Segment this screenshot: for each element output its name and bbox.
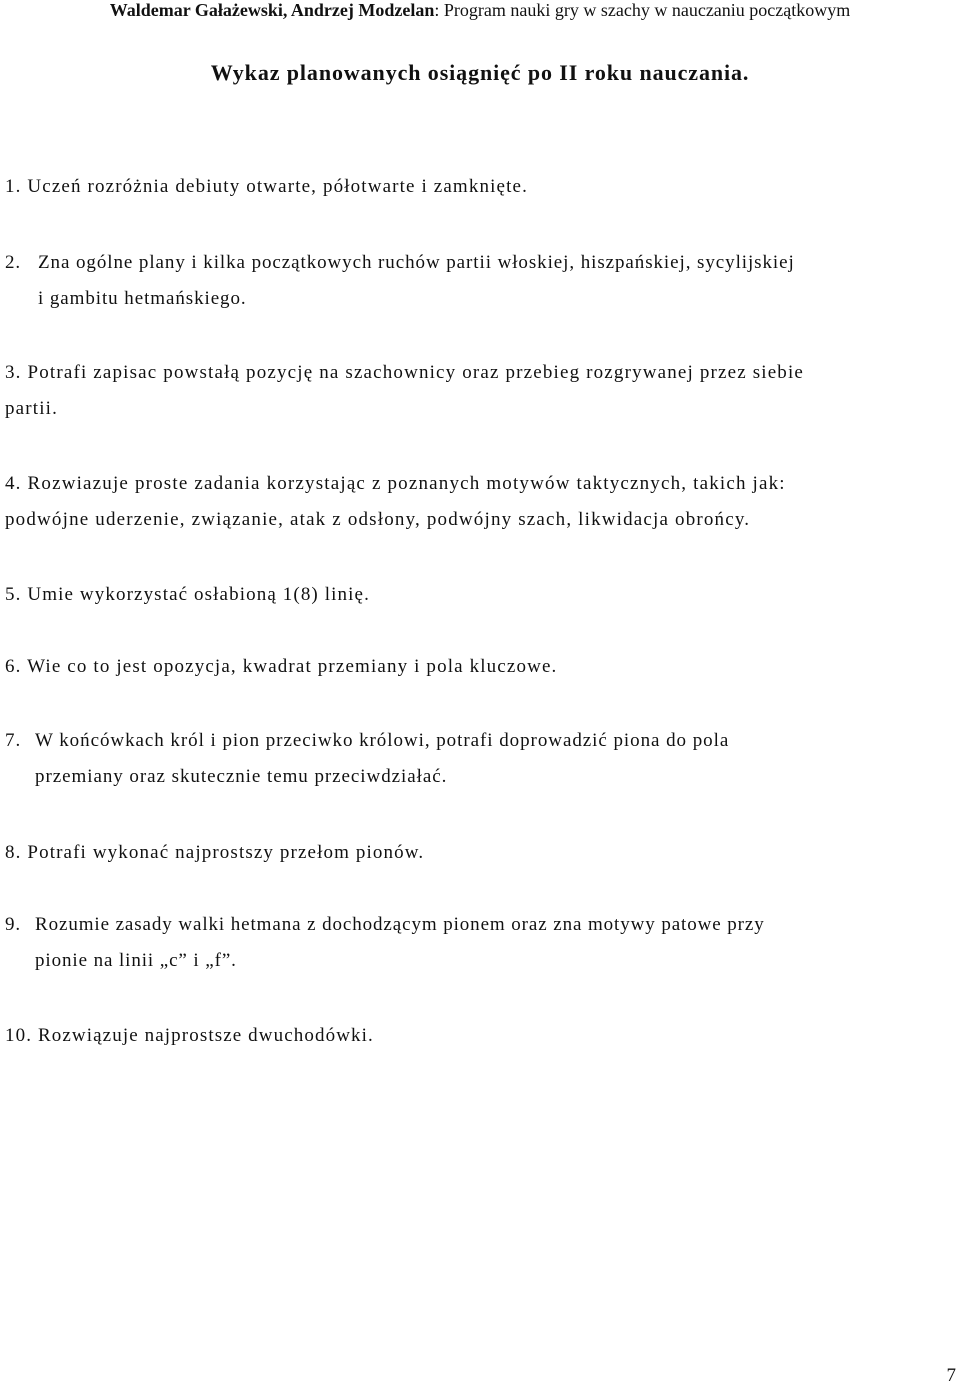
list-item-2 [5,252,960,312]
list-item-1 [5,176,960,198]
list-item-7 [5,730,960,790]
list-item-9 [5,914,960,974]
item-number: 10. [5,1025,33,1046]
item-number: 9. [5,914,22,935]
item-number: 4. [5,473,22,494]
item-text-line-2: i gambitu hetmańskiego. [38,288,247,309]
page-number: 7 [946,1365,956,1386]
item-text-line-1: Rozwiazuje proste zadania korzystając z poznanych motywów taktycznych, takich jak: [27,473,786,494]
item-text: Wie co to jest opozycja, kwadrat przemiany i pola kluczowe. [27,656,558,677]
item-number: 8. [5,842,22,863]
item-text-line-2: pionie na linii „c” i „f”. [35,950,237,971]
header-authors: Waldemar Gałażewski, Andrzej Modzelan [109,0,435,20]
item-text: Uczeń rozróżnia debiuty otwarte, półotwarte i zamknięte. [27,176,528,197]
item-text: Umie wykorzystać osłabioną 1(8) linię. [27,584,370,605]
item-number: 2. [5,252,22,273]
item-text-line-1: Potrafi zapisac powstałą pozycję na szachownicy oraz przebieg rozgrywanej przez siebie [27,362,805,383]
item-text-line-1: W końcówkach król i pion przeciwko królowi, potrafi doprowadzić piona do pola [35,730,730,751]
item-text-line-2: podwójne uderzenie, związanie, atak z odsłony, podwójny szach, likwidacja obrońcy. [5,509,751,530]
header-subtitle: : Program nauki gry w szachy w nauczaniu początkowym [434,0,851,20]
item-number: 1. [5,176,22,197]
item-text: Rozwiązuje najprostsze dwuchodówki. [37,1025,374,1046]
item-text-line-2: przemiany oraz skutecznie temu przeciwdziałać. [35,766,448,787]
item-text-line-1: Rozumie zasady walki hetmana z dochodzącym pionem oraz zna motywy patowe przy [35,914,765,935]
item-text-line-1: Zna ogólne plany i kilka początkowych ruchów partii włoskiej, hiszpańskiej, sycylijskiej [38,252,795,273]
item-text: Potrafi wykonać najprostszy przełom pionów. [27,842,425,863]
item-number: 3. [5,362,22,383]
list-item-8 [5,842,960,864]
item-number: 6. [5,656,22,677]
list-item-6 [5,656,960,678]
list-item-3 [5,362,960,422]
item-number: 5. [5,584,22,605]
list-item-4 [5,473,960,533]
page-title: Wykaz planowanych osiągnięć po II roku nauczania. [210,60,750,85]
item-number: 7. [5,730,22,751]
list-item-10 [5,1025,960,1047]
item-text-line-2: partii. [5,398,59,419]
list-item-5 [5,584,960,606]
running-header [0,0,960,20]
